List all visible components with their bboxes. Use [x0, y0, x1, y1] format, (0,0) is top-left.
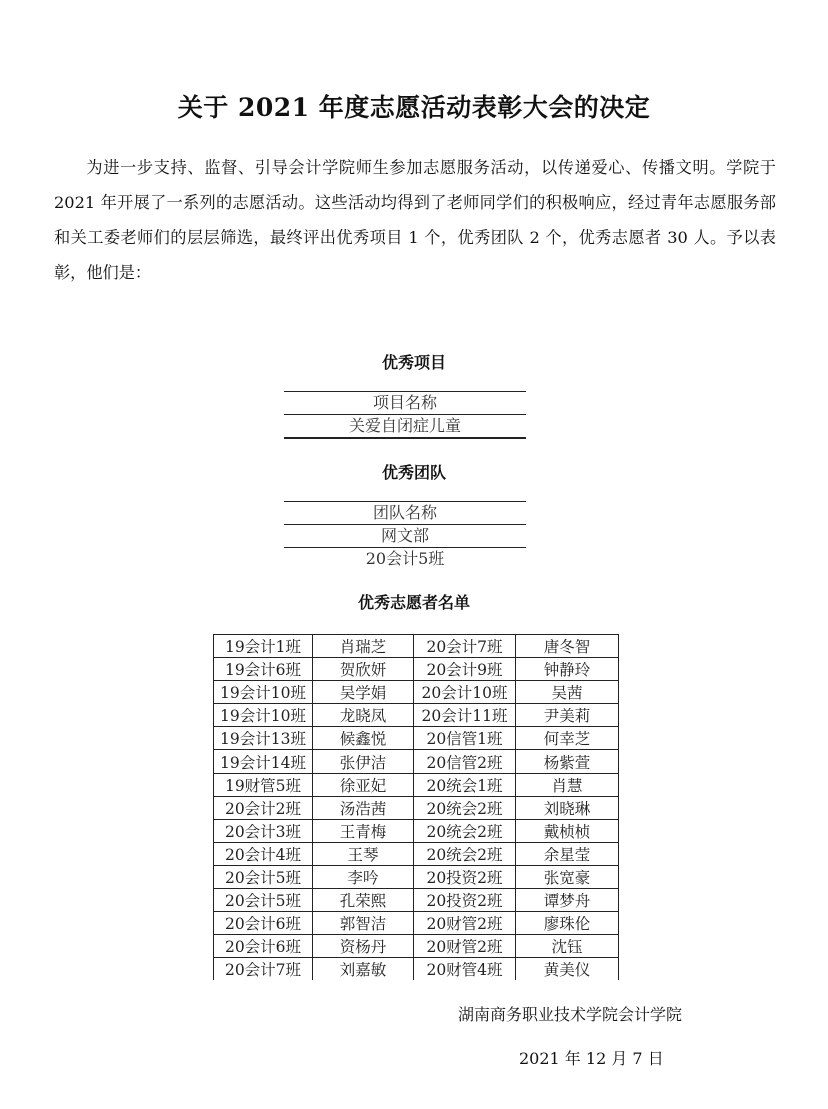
volunteer-name-cell: 孔荣熙	[313, 889, 414, 912]
volunteer-name-cell: 唐冬智	[516, 635, 619, 658]
volunteer-name-cell: 候鑫悦	[313, 727, 414, 750]
volunteer-name-cell: 张伊洁	[313, 750, 414, 773]
document-title: 关于 2021 年度志愿活动表彰大会的决定	[177, 93, 651, 122]
volunteer-name-cell: 杨紫萱	[516, 750, 619, 773]
volunteer-name-cell: 龙晓凤	[313, 704, 414, 727]
volunteer-name-cell: 钟静玲	[516, 658, 619, 681]
volunteer-name-cell: 贺欣妍	[313, 658, 414, 681]
table-row	[214, 889, 619, 912]
table-row	[214, 912, 619, 935]
volunteer-name-cell: 刘晓琳	[516, 796, 619, 819]
class-cell: 20投资2班	[414, 889, 516, 912]
table-row	[214, 681, 619, 704]
class-cell: 20统会2班	[414, 796, 516, 819]
volunteers-heading: 优秀志愿者名单	[357, 593, 470, 612]
table-row	[214, 727, 619, 750]
volunteer-name-cell: 何幸芝	[516, 727, 619, 750]
volunteer-name-cell: 吴学娟	[313, 681, 414, 704]
volunteer-name-cell: 徐亚妃	[313, 773, 414, 796]
volunteer-name-cell: 资杨丹	[313, 935, 414, 958]
volunteer-name-cell: 刘嘉敏	[313, 958, 414, 981]
team-row: 20会计5班	[284, 547, 526, 570]
table-row	[214, 704, 619, 727]
class-cell: 19会计6班	[214, 658, 313, 681]
table-row	[214, 796, 619, 819]
class-cell: 19财管5班	[214, 773, 313, 796]
volunteer-name-cell: 郭智洁	[313, 912, 414, 935]
class-cell: 20统会1班	[414, 773, 516, 796]
class-cell: 19会计10班	[214, 704, 313, 727]
volunteer-name-cell: 戴桢桢	[516, 819, 619, 842]
intro-paragraph: 为进一步支持、监督、引导会计学院师生参加志愿服务活动，以传递爱心、传播文明。学院于 2021 年开展了一系列的志愿活动。这些活动均得到了老师同学们的积极响应，经过青年志愿服务部和关工委老师们的层层筛选，最终评出优秀项目 1 个，优秀团队 2 个，优秀志愿者 30 人。予以表彰，他们是：	[54, 158, 776, 282]
projects-table	[284, 391, 526, 439]
table-row	[214, 819, 619, 842]
table-row	[214, 958, 619, 981]
class-cell: 19会计1班	[214, 635, 313, 658]
volunteer-name-cell: 李吟	[313, 865, 414, 888]
volunteer-name-cell: 余星莹	[516, 842, 619, 865]
table-row	[214, 865, 619, 888]
class-cell: 20会计6班	[214, 912, 313, 935]
project-row: 关爱自闭症儿童	[284, 414, 526, 437]
volunteer-name-cell: 谭梦舟	[516, 889, 619, 912]
class-cell: 20会计2班	[214, 796, 313, 819]
class-cell: 20财管2班	[414, 935, 516, 958]
volunteer-name-cell: 王琴	[313, 842, 414, 865]
class-cell: 20会计5班	[214, 889, 313, 912]
class-cell: 20信管2班	[414, 750, 516, 773]
volunteer-name-cell: 汤浩茜	[313, 796, 414, 819]
class-cell: 19会计10班	[214, 681, 313, 704]
table-row	[214, 750, 619, 773]
volunteer-name-cell: 张宽豪	[516, 865, 619, 888]
class-cell: 20会计9班	[414, 658, 516, 681]
class-cell: 20统会2班	[414, 819, 516, 842]
volunteers-table-body	[214, 635, 619, 981]
volunteer-name-cell: 尹美莉	[516, 704, 619, 727]
class-cell: 20会计10班	[414, 681, 516, 704]
table-row	[214, 635, 619, 658]
class-cell: 20会计4班	[214, 842, 313, 865]
table-row	[214, 935, 619, 958]
issue-date: 2021 年 12 月 7 日	[519, 1049, 664, 1068]
volunteer-name-cell: 黄美仪	[516, 958, 619, 981]
teams-table	[284, 501, 526, 570]
volunteer-name-cell: 王青梅	[313, 819, 414, 842]
class-cell: 20投资2班	[414, 865, 516, 888]
table-row	[214, 842, 619, 865]
volunteers-table	[213, 634, 619, 980]
projects-heading: 优秀项目	[381, 353, 446, 372]
class-cell: 20会计6班	[214, 935, 313, 958]
volunteer-name-cell: 吴茜	[516, 681, 619, 704]
class-cell: 20会计7班	[214, 958, 313, 981]
volunteer-name-cell: 廖珠伦	[516, 912, 619, 935]
teams-heading: 优秀团队	[381, 463, 446, 482]
class-cell: 20统会2班	[414, 842, 516, 865]
team-row: 网文部	[284, 524, 526, 547]
class-cell: 19会计13班	[214, 727, 313, 750]
class-cell: 19会计14班	[214, 750, 313, 773]
class-cell: 20会计5班	[214, 865, 313, 888]
class-cell: 20会计3班	[214, 819, 313, 842]
class-cell: 20信管1班	[414, 727, 516, 750]
class-cell: 20会计11班	[414, 704, 516, 727]
teams-column-header: 团队名称	[284, 501, 526, 524]
class-cell: 20财管4班	[414, 958, 516, 981]
volunteer-name-cell: 肖慧	[516, 773, 619, 796]
projects-column-header: 项目名称	[284, 391, 526, 414]
class-cell: 20会计7班	[414, 635, 516, 658]
issuer-signature: 湖南商务职业技术学院会计学院	[458, 1005, 683, 1024]
class-cell: 20财管2班	[414, 912, 516, 935]
volunteer-name-cell: 肖瑞芝	[313, 635, 414, 658]
table-row	[214, 773, 619, 796]
table-row	[214, 658, 619, 681]
projects-table-bottom-rule	[284, 437, 526, 439]
volunteer-name-cell: 沈钰	[516, 935, 619, 958]
